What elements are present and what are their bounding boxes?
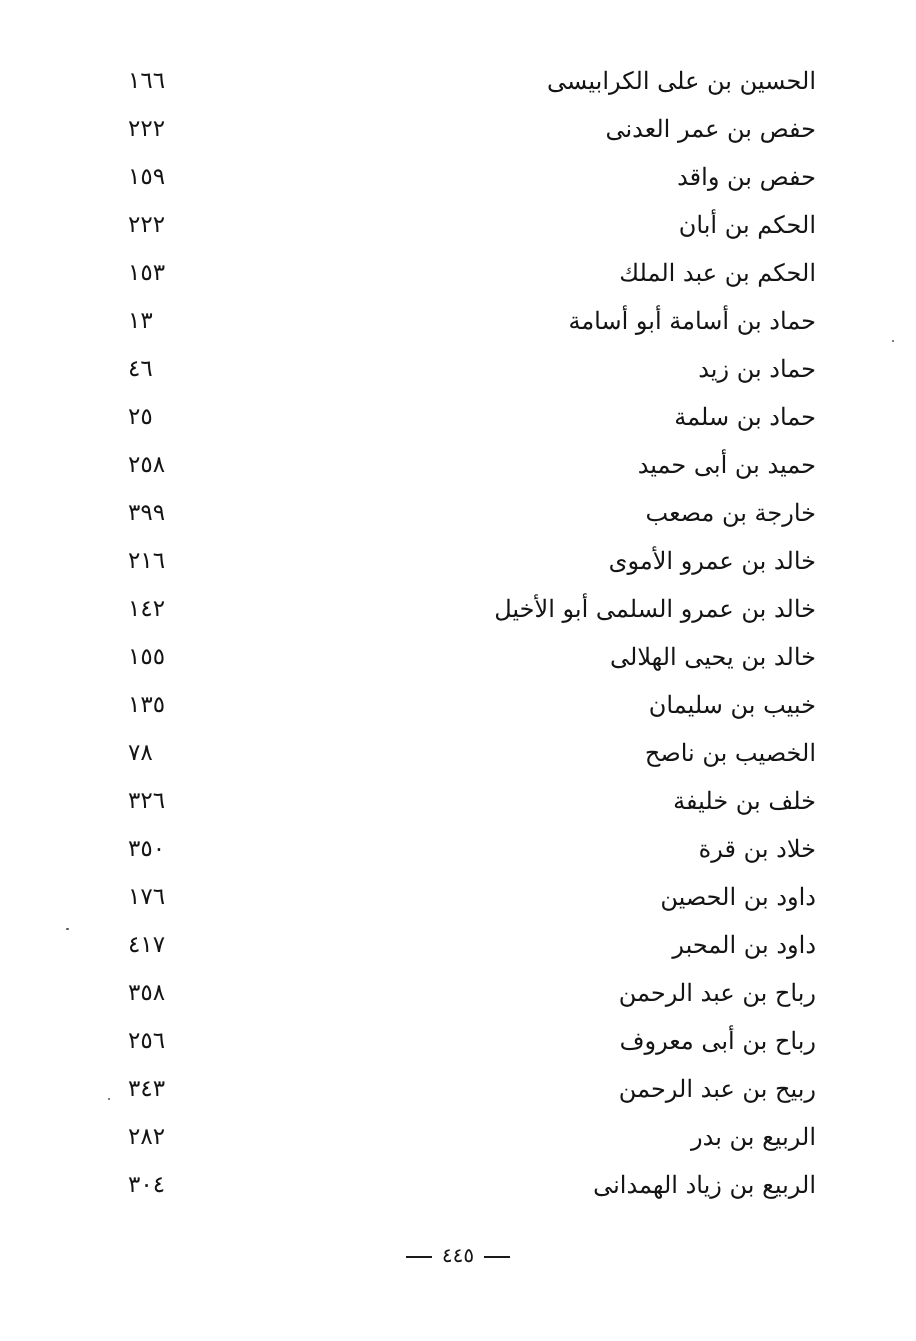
entry-name: حميد بن أبى حميد [637,451,816,479]
entry-page-number: ٣٠٤ [128,1172,166,1198]
entry-page-number: ٣٤٣ [128,1076,166,1102]
index-entry [0,634,916,682]
entry-name: الربيع بن زياد الهمدانى [593,1171,816,1199]
entry-name: خالد بن عمرو السلمى أبو الأخيل [494,595,816,623]
index-entry [0,106,916,154]
entry-name: خلف بن خليفة [673,787,816,815]
entry-page-number: ١٧٦ [128,884,166,910]
scan-speck [892,340,894,342]
entry-page-number: ٣٥٠ [128,836,166,862]
entry-name: خالد بن يحيى الهلالى [610,643,816,671]
index-entry [0,154,916,202]
entry-page-number: ٤١٧ [128,932,166,958]
entry-name: حفص بن عمر العدنى [605,115,816,143]
entry-name: الربيع بن بدر [691,1123,816,1151]
entry-name: الحكم بن عبد الملك [619,259,816,287]
entry-name: داود بن المحبر [672,931,816,959]
index-entry [0,1018,916,1066]
index-entry [0,490,916,538]
entry-page-number: ٢٥٦ [128,1028,166,1054]
entry-name: حماد بن زيد [698,355,816,383]
index-entry [0,826,916,874]
index-entry [0,346,916,394]
scan-speck [66,928,69,930]
index-entry [0,1066,916,1114]
entry-name: داود بن الحصين [660,883,816,911]
entry-name: رباح بن عبد الرحمن [618,979,816,1007]
entry-name: خالد بن عمرو الأموى [608,547,816,575]
footer-dash-left [406,1256,432,1258]
index-entry [0,586,916,634]
entry-name: الحكم بن أبان [678,211,816,239]
entry-page-number: ١٥٣ [128,260,166,286]
entry-name: خلاد بن قرة [698,835,816,863]
index-entry [0,58,916,106]
entry-name: رباح بن أبى معروف [619,1027,816,1055]
index-entry [0,298,916,346]
name-index-list [0,58,916,1210]
entry-name: خبيب بن سليمان [648,691,816,719]
index-entry [0,730,916,778]
entry-page-number: ٢٢٢ [128,212,166,238]
entry-page-number: ٣٢٦ [128,788,166,814]
entry-page-number: ٢٥٨ [128,452,166,478]
entry-name: ربيح بن عبد الرحمن [618,1075,816,1103]
index-entry [0,250,916,298]
entry-name: حماد بن سلمة [674,403,816,431]
index-entry [0,394,916,442]
page-number: ٤٤٥ [441,1243,475,1267]
index-entry [0,1114,916,1162]
index-entry [0,682,916,730]
entry-page-number: ١٥٥ [128,644,166,670]
entry-page-number: ٧٨ [128,740,153,766]
index-entry [0,442,916,490]
entry-name: حماد بن أسامة أبو أسامة [568,307,816,335]
footer-dash-right [484,1256,510,1258]
index-entry [0,922,916,970]
scan-speck [108,1098,110,1100]
entry-page-number: ١٥٩ [128,164,166,190]
entry-page-number: ٤٦ [128,356,153,382]
entry-page-number: ٣٥٨ [128,980,166,1006]
entry-page-number: ٣٩٩ [128,500,166,526]
entry-page-number: ٢٥ [128,404,153,430]
entry-page-number: ٢١٦ [128,548,166,574]
entry-page-number: ١٣٥ [128,692,166,718]
index-entry [0,970,916,1018]
entry-page-number: ١٦٦ [128,68,166,94]
index-entry [0,874,916,922]
page-footer [0,1240,916,1270]
index-entry [0,778,916,826]
entry-name: حفص بن واقد [677,163,816,191]
entry-name: الخصيب بن ناصح [644,739,816,767]
entry-page-number: ٢٢٢ [128,116,166,142]
index-entry [0,538,916,586]
index-entry [0,202,916,250]
entry-name: الحسين بن على الكرابيسى [547,67,816,95]
entry-name: خارجة بن مصعب [645,499,816,527]
entry-page-number: ٢٨٢ [128,1124,166,1150]
entry-page-number: ١٤٢ [128,596,166,622]
entry-page-number: ١٣ [128,308,153,334]
index-entry [0,1162,916,1210]
